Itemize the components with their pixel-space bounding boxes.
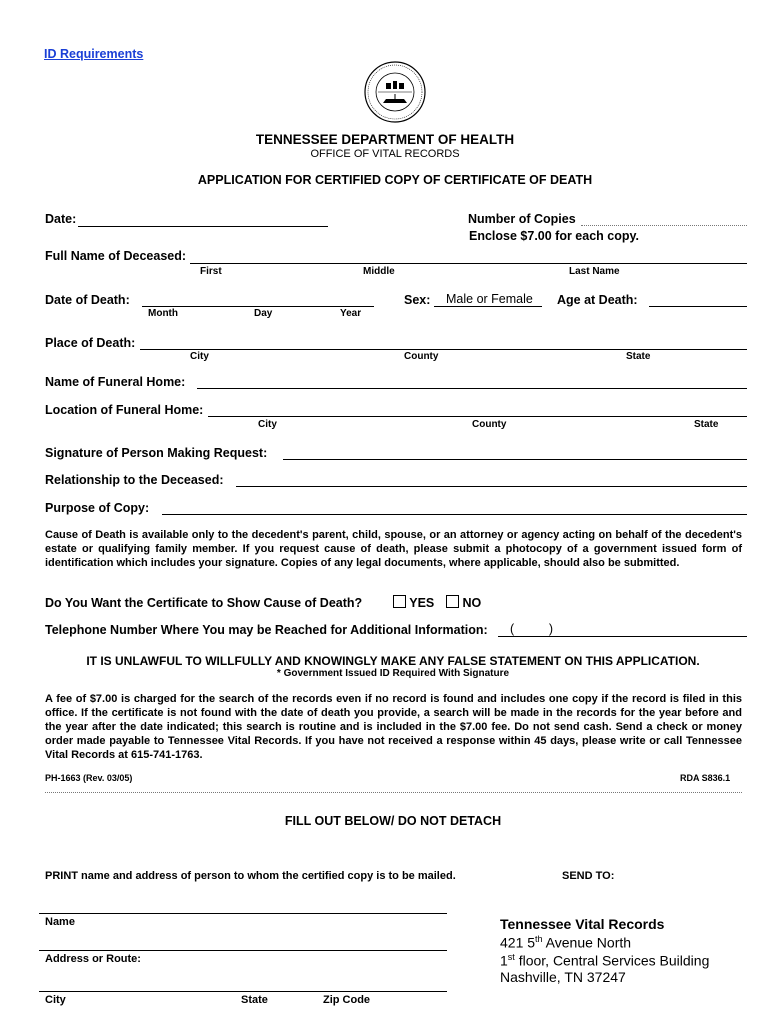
form-title: APPLICATION FOR CERTIFIED COPY OF CERTIFICATE OF DEATH bbox=[197, 173, 593, 187]
send-to-label: SEND TO: bbox=[562, 870, 615, 882]
signature-field[interactable] bbox=[283, 459, 747, 460]
dod-year-caption: Year bbox=[340, 308, 362, 319]
relationship-field[interactable] bbox=[236, 486, 747, 487]
print-instruction: PRINT name and address of person to whom the certified copy is to be mailed. bbox=[45, 870, 456, 882]
enclose-note: Enclose $7.00 for each copy. bbox=[469, 229, 639, 243]
name-middle-caption: Middle bbox=[363, 266, 395, 277]
date-of-death-field[interactable] bbox=[142, 306, 374, 307]
full-name-label: Full Name of Deceased: bbox=[45, 249, 187, 263]
no-checkbox[interactable] bbox=[446, 595, 459, 608]
address-street-num: 421 5 bbox=[500, 934, 536, 951]
yes-option[interactable] bbox=[393, 595, 434, 610]
sex-label: Sex: bbox=[404, 293, 431, 307]
address-street-rest: Avenue North bbox=[542, 934, 632, 951]
mail-state-label: State bbox=[241, 994, 268, 1006]
address-street-sup: th bbox=[535, 934, 543, 944]
fh-city-caption: City bbox=[258, 419, 277, 430]
false-statement-warning: IT IS UNLAWFUL TO WILLFULLY AND KNOWINGLY MAKE ANY FALSE STATEMENT ON THIS APPLICATION. bbox=[86, 654, 700, 668]
name-line[interactable] bbox=[39, 913, 447, 914]
funeral-location-label: Location of Funeral Home: bbox=[45, 403, 204, 417]
place-state-caption: State bbox=[626, 351, 651, 362]
name-last-caption: Last Name bbox=[569, 266, 620, 277]
age-label: Age at Death: bbox=[557, 293, 638, 307]
name-first-caption: First bbox=[200, 266, 222, 277]
fee-notice: A fee of $7.00 is charged for the search of the records even if no record is found and includes one copy if the record is filed in this office. If the certificate is not found with the date of death you provide, a search will be made in the records for the year before and the year after the date indicated; this search is routine and is included in the $7.00 fee. Do not send cash. Send a check or money order made payable to Tennessee Vital Records. If you have not received a response within 45 days, please write or call Tennessee Vital Records at 615-741-1763. bbox=[45, 693, 742, 761]
place-of-death-label: Place of Death: bbox=[45, 336, 136, 350]
address-line[interactable] bbox=[39, 950, 447, 951]
yes-checkbox[interactable] bbox=[393, 595, 406, 608]
sex-field[interactable] bbox=[434, 306, 542, 307]
funeral-home-label: Name of Funeral Home: bbox=[45, 375, 186, 389]
telephone-value[interactable]: ( ) bbox=[510, 622, 554, 636]
rda-number: RDA S836.1 bbox=[680, 773, 731, 783]
relationship-label: Relationship to the Deceased: bbox=[45, 473, 224, 487]
fh-county-caption: County bbox=[472, 419, 507, 430]
copies-field[interactable] bbox=[581, 225, 747, 226]
mail-address-label: Address or Route: bbox=[45, 953, 141, 965]
cause-question: Do You Want the Certificate to Show Cause of Death? bbox=[45, 596, 363, 610]
signature-label: Signature of Person Making Request: bbox=[45, 446, 268, 460]
dod-month-caption: Month bbox=[148, 308, 178, 319]
fh-state-caption: State bbox=[694, 419, 719, 430]
date-label: Date: bbox=[45, 212, 77, 226]
address-city: Nashville, TN 37247 bbox=[500, 969, 626, 985]
detach-heading: FILL OUT BELOW/ DO NOT DETACH bbox=[284, 814, 502, 828]
telephone-field[interactable] bbox=[498, 636, 747, 637]
address-floor bbox=[500, 952, 709, 969]
sex-value[interactable]: Male or Female bbox=[446, 292, 533, 306]
department-title: TENNESSEE DEPARTMENT OF HEALTH bbox=[255, 132, 515, 147]
purpose-field[interactable] bbox=[162, 514, 747, 515]
purpose-label: Purpose of Copy: bbox=[45, 501, 150, 515]
address-floor-num: 1 bbox=[500, 952, 508, 969]
funeral-location-field[interactable] bbox=[208, 416, 747, 417]
no-label: NO bbox=[462, 596, 482, 610]
address-org: Tennessee Vital Records bbox=[500, 916, 665, 932]
funeral-home-field[interactable] bbox=[197, 388, 747, 389]
form-number: PH-1663 (Rev. 03/05) bbox=[45, 773, 133, 783]
telephone-label: Telephone Number Where You may be Reached for Additional Information: bbox=[45, 623, 488, 637]
cause-of-death-notice: Cause of Death is available only to the decedent's parent, child, spouse, or an attorney or agency acting on behalf of the decedent's estate or qualifying family member. If you request cause of death, please submit a photocopy of a government issued form of identification which includes your signature. Copies of any legal documents, where applicable, should also be submitted. bbox=[45, 529, 742, 569]
address-floor-rest: floor, Central Services Building bbox=[514, 952, 710, 969]
dod-day-caption: Day bbox=[254, 308, 273, 319]
date-of-death-label: Date of Death: bbox=[45, 293, 130, 307]
copies-label: Number of Copies bbox=[468, 212, 576, 226]
city-state-zip-line[interactable] bbox=[39, 991, 447, 992]
tennessee-seal-icon bbox=[364, 61, 426, 123]
mail-city-label: City bbox=[45, 994, 66, 1006]
id-required-note: * Government Issued ID Required With Signature bbox=[276, 668, 510, 679]
age-field[interactable] bbox=[649, 306, 747, 307]
mail-name-label: Name bbox=[45, 916, 75, 928]
mail-zip-label: Zip Code bbox=[323, 994, 371, 1006]
address-street bbox=[500, 934, 631, 951]
place-county-caption: County bbox=[404, 351, 439, 362]
date-field[interactable] bbox=[78, 226, 328, 227]
office-title: OFFICE OF VITAL RECORDS bbox=[310, 148, 460, 160]
place-of-death-field[interactable] bbox=[140, 349, 747, 350]
place-city-caption: City bbox=[190, 351, 209, 362]
id-requirements-link[interactable]: ID Requirements bbox=[44, 47, 144, 61]
full-name-field[interactable] bbox=[190, 263, 747, 264]
no-option[interactable] bbox=[446, 595, 481, 610]
address-floor-sup: st bbox=[507, 952, 515, 962]
yes-label: YES bbox=[409, 596, 435, 610]
detach-line bbox=[45, 792, 742, 793]
